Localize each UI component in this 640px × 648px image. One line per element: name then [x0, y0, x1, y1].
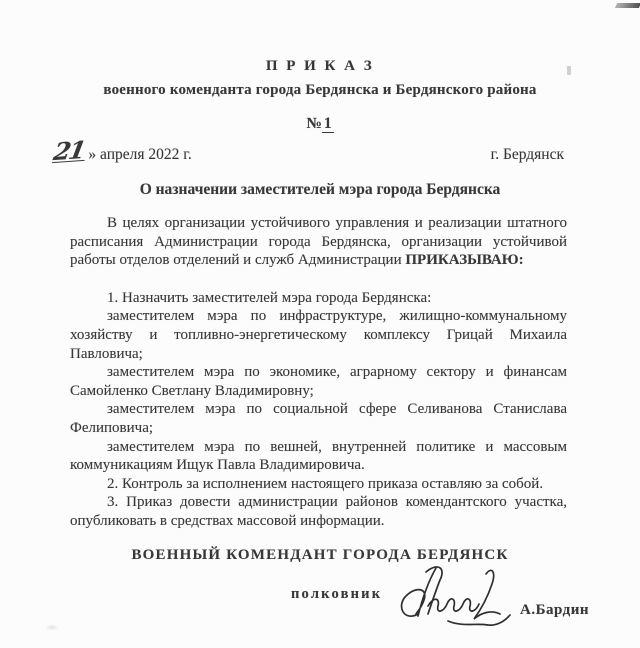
signature-name: А.Бардин: [520, 601, 590, 618]
document-subtitle: военного коменданта города Бердянска и Бердянского района: [103, 82, 537, 98]
order-number-value: 1: [323, 115, 332, 132]
date-place-row: [0, 135, 640, 168]
subject-heading: О назначении заместителей мэра города Бердянска: [139, 181, 501, 198]
order-item-3: 3. Приказ довести администрации районов комендантского участка, опубликовать в средствах массовой информации.: [70, 494, 567, 529]
order-item-1: 1. Назначить заместителей мэра города Бердянска:: [107, 289, 432, 306]
order-items: [70, 289, 567, 531]
scan-artifact-right-speck: [567, 66, 571, 75]
signature-scrawl-icon: [392, 564, 514, 630]
order-item-1a: заместителем мэра по инфраструктуре, жилищно-коммунальному хозяйству и топливно-энергетическому комплексу Грицай Михаила Павловича;: [70, 308, 567, 362]
signature-rank: полковник: [291, 585, 383, 602]
document-body: [0, 214, 640, 531]
intro-bold-word: ПРИКАЗЫВАЮ:: [405, 252, 524, 269]
place-label: г. Бердянск: [490, 146, 564, 163]
order-number-sign: №: [306, 115, 322, 132]
order-item-1b: заместителем мэра по экономике, аграрному сектору и финансам Самойленко Светлану Владимировну;: [70, 364, 567, 399]
date-suffix: » апреля 2022 г.: [88, 146, 192, 163]
date: [51, 135, 192, 167]
order-item-1d: заместителем мэра по вешней, внутренней политике и массовым коммуникациям Ищук Павла Владимировича.: [70, 438, 567, 474]
order-item-1c: заместителем мэра по социальной сфере Селиванова Станислава Фелиповича;: [70, 401, 567, 436]
intro-paragraph: [70, 214, 567, 270]
signature-row: [0, 564, 640, 648]
signature-title: ВОЕННЫЙ КОМЕНДАНТ ГОРОДА БЕРДЯНСК: [131, 546, 509, 563]
order-item-2: 2. Контроль за исполнением настоящего приказа оставляю за собой.: [107, 475, 544, 492]
document-title: П Р И К А З: [265, 58, 375, 74]
handwritten-day: 21: [51, 135, 87, 167]
scan-artifact-top-right: [615, 3, 640, 8]
intro-text: В целях организации устойчивого управления и реализации штатного расписания Администрации города Бердянска, организации устойчивой работы отделов отделений и служб Администрации: [70, 215, 567, 269]
order-number: [0, 114, 640, 133]
